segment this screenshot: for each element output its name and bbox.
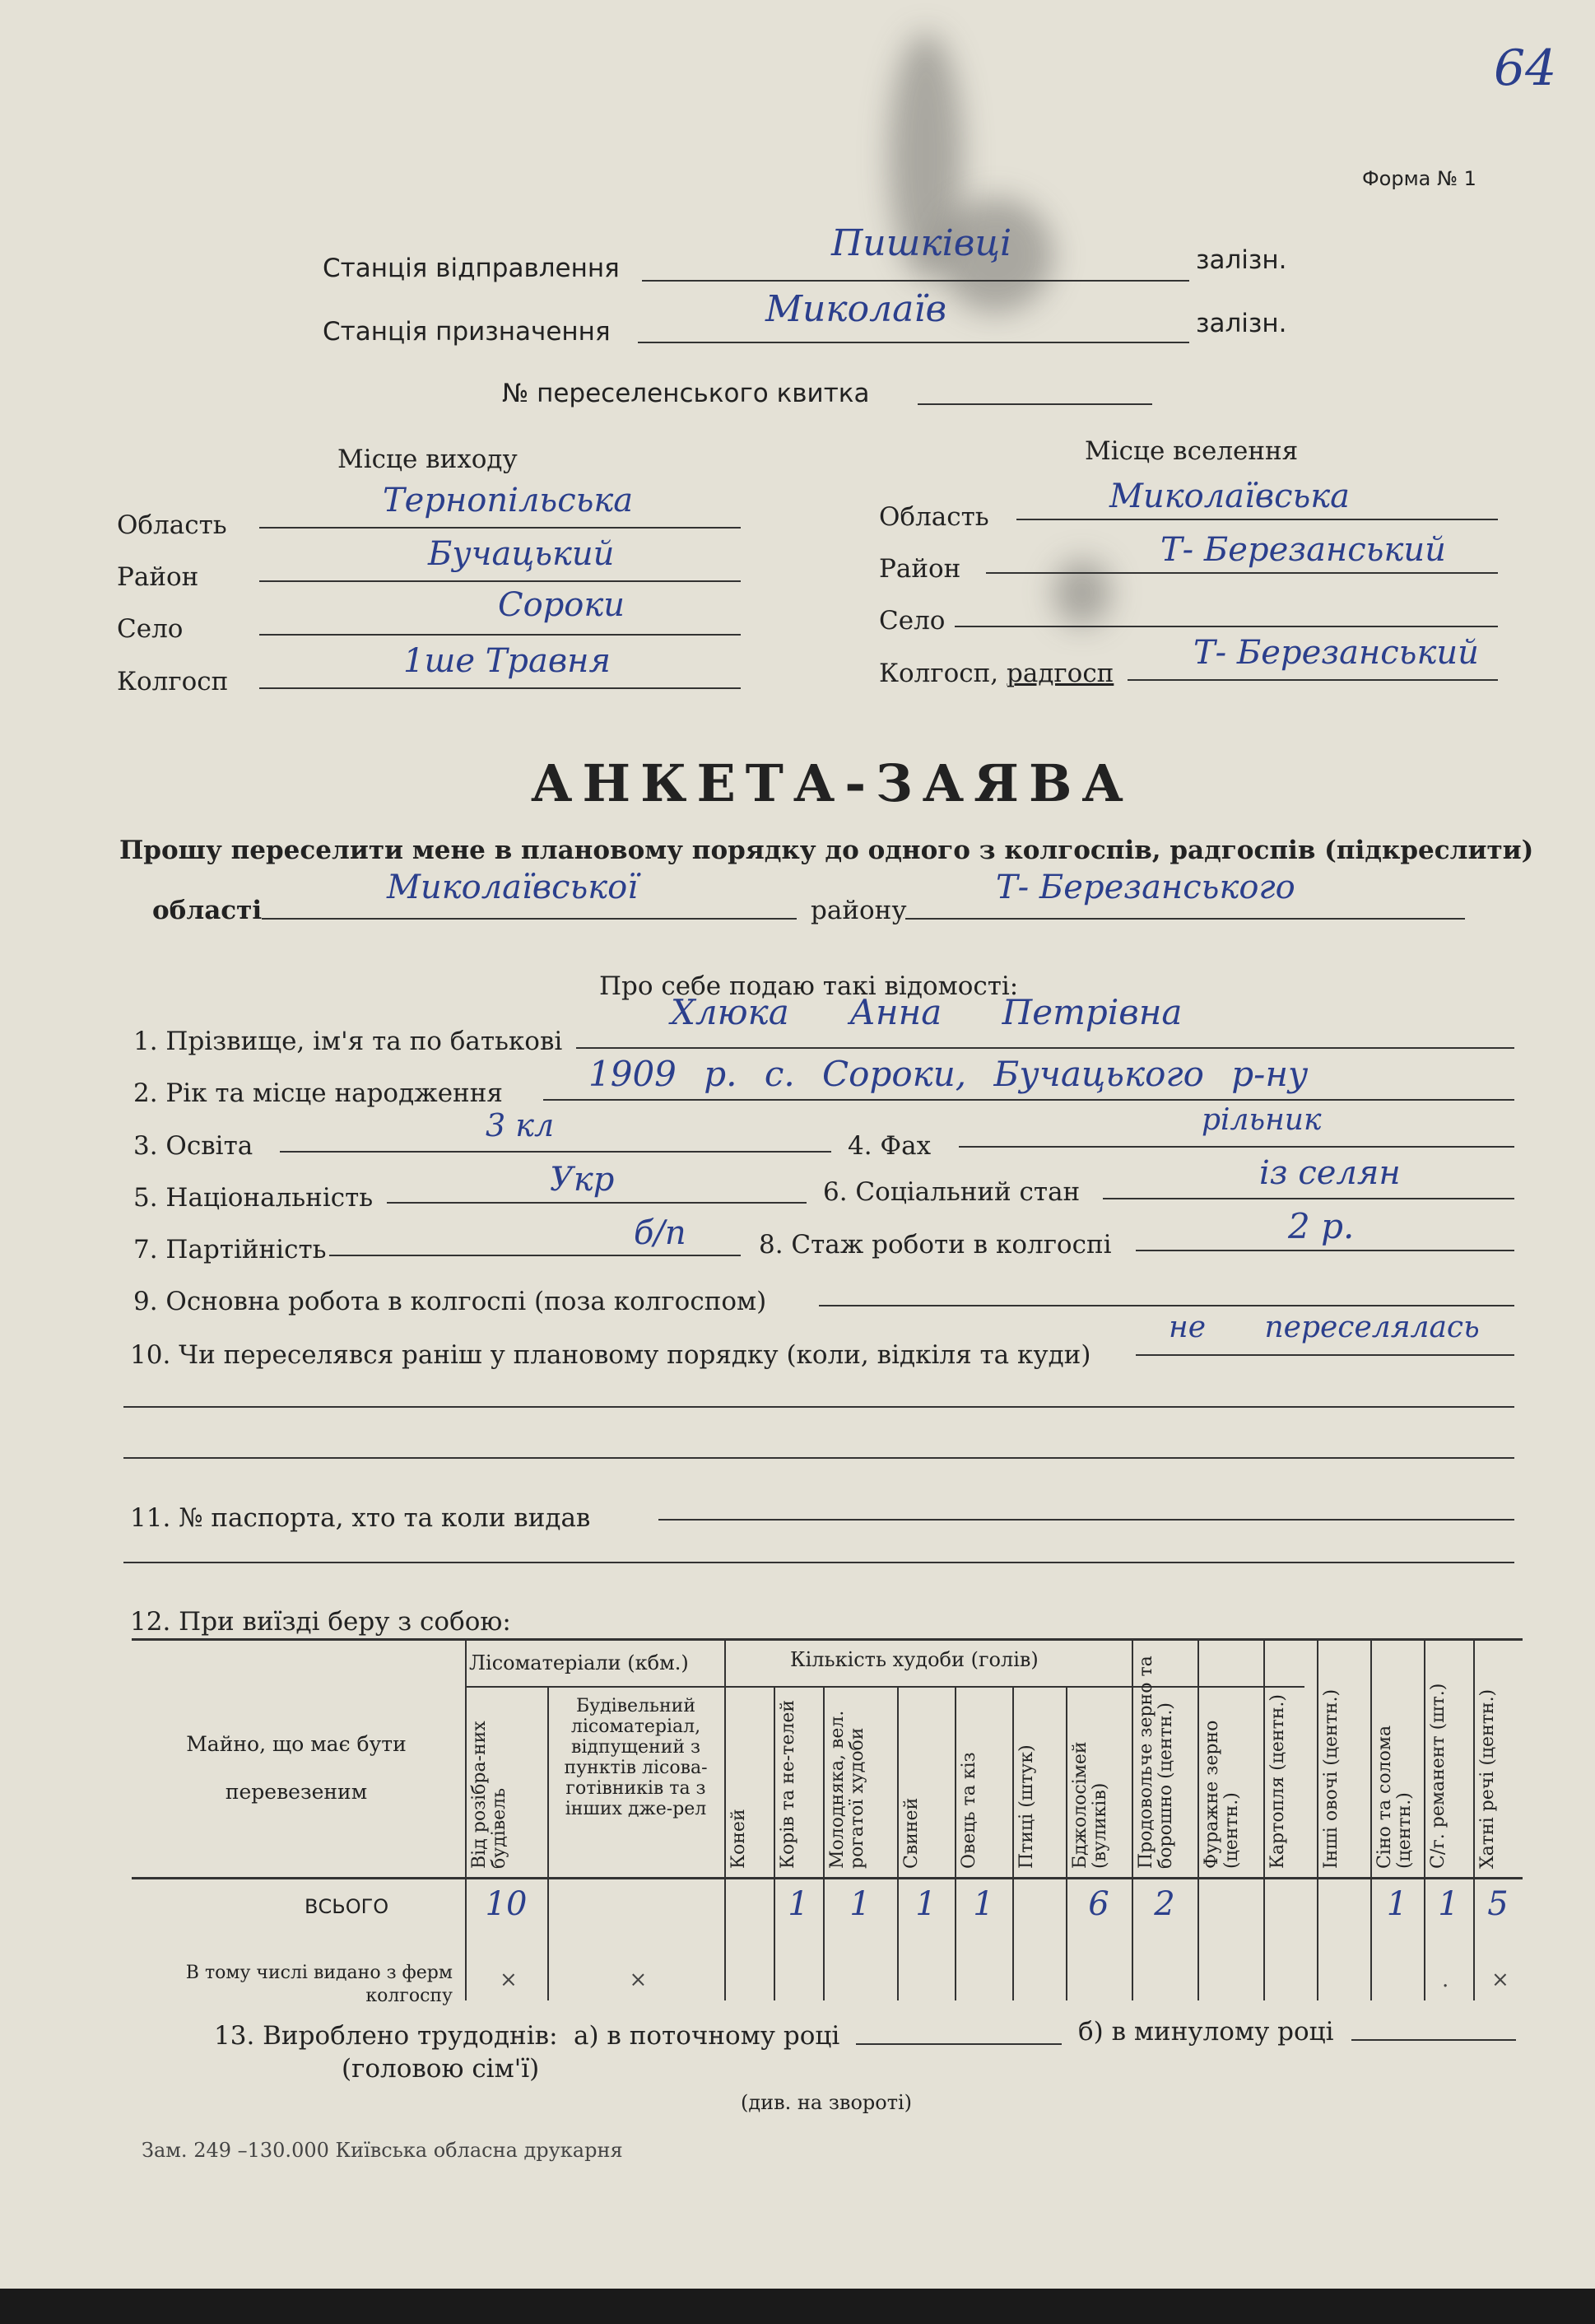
- table-column-rule: [465, 1638, 467, 2000]
- destination-title: Місце вселення: [1085, 436, 1299, 466]
- q13-a-line: [856, 2043, 1062, 2045]
- q8-answer: 2 р.: [1288, 1206, 1355, 1246]
- table-column-rule: [1424, 1638, 1425, 2000]
- request-oblast-value: Миколаївської: [387, 869, 639, 906]
- total-cell: 1: [1438, 1885, 1459, 1923]
- q13-b-line: [1351, 2039, 1516, 2041]
- q5-label: 5. Національність: [133, 1183, 374, 1213]
- dest-oblast-label: Область: [879, 502, 989, 532]
- request-oblast-line: [262, 918, 797, 920]
- page-number: 64: [1494, 40, 1557, 97]
- table-column-rule: [774, 1688, 775, 2000]
- dest-oblast-value: Миколаївська: [1109, 477, 1350, 515]
- form-title: АНКЕТА-ЗАЯВА: [531, 753, 1133, 813]
- turn-over-note: (див. на звороті): [741, 2091, 913, 2114]
- table-column-rule: [823, 1688, 825, 2000]
- total-cell: 1: [915, 1885, 937, 1923]
- origin-raion-line: [259, 580, 741, 582]
- total-cell: 2: [1154, 1885, 1175, 1923]
- table-column-header: Будівельний лісоматеріал, відпущений з пунктів лісова-готівників та з інших дже-рел: [564, 1696, 708, 1819]
- table-column-header: Хатні речі (центн.): [1477, 1688, 1498, 1869]
- table-column-header: Птиці (штук): [1016, 1744, 1037, 1869]
- belongings-table: [132, 1638, 1523, 2006]
- q13-b-label: б) в минулому році: [1078, 2017, 1334, 2047]
- q3-answer: 3 кл: [486, 1107, 555, 1143]
- group-lumber: Лісоматеріали (кбм.): [469, 1651, 689, 1674]
- total-cell: 1: [788, 1885, 809, 1923]
- total-cell: 5: [1487, 1885, 1509, 1923]
- table-top-border: [132, 1638, 1523, 1641]
- table-column-rule: [1066, 1688, 1067, 2000]
- destination-line: [638, 342, 1189, 343]
- table-column-header: Картопля (центн.): [1267, 1694, 1288, 1869]
- origin-oblast-line: [259, 527, 741, 529]
- q5-line: [387, 1202, 807, 1204]
- origin-selo-value: Сороки: [498, 586, 625, 624]
- q3-line: [280, 1151, 831, 1153]
- q10-line-2: [123, 1406, 1514, 1408]
- request-raion-label: району: [811, 896, 907, 925]
- table-column-header: Овець та кіз: [959, 1752, 979, 1869]
- table-column-header: С/г. реманент (шт.): [1428, 1683, 1449, 1869]
- table-column-header: Фуражне зерно (центн.): [1202, 1720, 1242, 1869]
- table-column-rule: [1370, 1638, 1372, 2000]
- departure-label: Станція відправлення: [323, 254, 620, 283]
- total-cell: 1: [1386, 1885, 1408, 1923]
- departure-line: [642, 280, 1189, 282]
- table-column-rule: [1317, 1638, 1318, 2000]
- origin-raion-value: Бучацький: [428, 535, 615, 573]
- dest-raion-label: Район: [879, 554, 961, 584]
- table-column-rule: [1263, 1638, 1265, 2000]
- q8-label: 8. Стаж роботи в колгоспі: [759, 1230, 1112, 1260]
- q4-label: 4. Фах: [848, 1131, 932, 1161]
- q7-line: [329, 1255, 741, 1256]
- q8-line: [1136, 1250, 1514, 1251]
- q11-line: [658, 1519, 1514, 1521]
- q10-line-3: [123, 1457, 1514, 1459]
- q11-line-2: [123, 1562, 1514, 1563]
- printer-note: Зам. 249 –130.000 Київська обласна друкарня: [142, 2139, 623, 2162]
- dest-selo-line: [955, 626, 1498, 627]
- farm-cell: .: [1442, 1968, 1449, 1992]
- table-column-rule: [724, 1638, 726, 2000]
- origin-selo-line: [259, 634, 741, 636]
- origin-kolhosp-value: 1ше Травня: [403, 642, 611, 680]
- q6-answer: із селян: [1259, 1154, 1401, 1192]
- dest-kolhosp-value: Т- Березанський: [1193, 634, 1479, 672]
- q9-label: 9. Основна робота в колгоспі (поза колгоспом): [133, 1287, 767, 1316]
- q2-answer: 1909 р. с. Сороки, Бучацького р-ну: [588, 1054, 1309, 1094]
- origin-raion-label: Район: [117, 562, 199, 592]
- request-raion-value: Т- Березанського: [996, 869, 1295, 906]
- table-column-header: Продовольче зерно та борошно (центн.): [1136, 1656, 1176, 1869]
- table-column-header: Інші овочі (центн.): [1321, 1688, 1342, 1869]
- scan-edge: [0, 2289, 1595, 2324]
- total-cell: 10: [485, 1885, 528, 1923]
- table-column-rule: [897, 1688, 899, 2000]
- dest-kolhosp-line: [1128, 679, 1498, 681]
- origin-oblast-value: Тернопільська: [383, 482, 634, 519]
- ink-stain: [1053, 560, 1111, 626]
- q12-label: 12. При виїзді беру з собою:: [130, 1607, 511, 1637]
- table-column-header: Молодняка, вел. рогатої худоби: [827, 1710, 867, 1869]
- q5-answer: Укр: [550, 1161, 615, 1199]
- q7-label: 7. Партійність: [133, 1235, 327, 1264]
- q13-a-label: а) в поточному році: [574, 2021, 840, 2051]
- dest-raion-line: [986, 572, 1498, 574]
- origin-selo-label: Село: [117, 614, 184, 644]
- farm-cell: ×: [1491, 1968, 1509, 1992]
- ticket-line: [918, 403, 1152, 405]
- q10-answer: не переселялась: [1169, 1311, 1480, 1344]
- table-column-header: Сіно та солома (центн.): [1374, 1725, 1415, 1869]
- row-total-label: ВСЬОГО: [305, 1895, 389, 1918]
- origin-title: Місце виходу: [337, 445, 518, 474]
- q11-label: 11. № паспорта, хто та коли видав: [130, 1503, 591, 1533]
- table-column-header: Від розібра-них будівель: [469, 1721, 509, 1869]
- q2-label: 2. Рік та місце народження: [133, 1078, 503, 1108]
- table-column-rule: [547, 1688, 549, 2000]
- farm-cell: ×: [500, 1968, 518, 1992]
- dest-kolhosp-word: Колгосп,: [879, 659, 999, 688]
- total-cell: 1: [973, 1885, 994, 1923]
- q1-answer: Хлюка Анна Петрівна: [671, 992, 1183, 1032]
- table-column-header: Коней: [728, 1809, 749, 1869]
- q4-line: [959, 1146, 1514, 1148]
- farm-cell: ×: [629, 1968, 648, 1992]
- total-cell: 1: [849, 1885, 871, 1923]
- destination-label: Станція призначення: [323, 317, 611, 347]
- total-cell: 6: [1088, 1885, 1109, 1923]
- q10-label: 10. Чи переселявся раніш у плановому порядку (коли, відкіля та куди): [130, 1340, 1091, 1370]
- destination-value: Миколаїв: [765, 288, 947, 330]
- q4-answer: рільник: [1202, 1103, 1322, 1137]
- dest-oblast-line: [1016, 519, 1498, 520]
- q13-label: 13. Вироблено трудоднів:: [214, 2021, 558, 2051]
- table-column-rule: [1012, 1688, 1014, 2000]
- origin-kolhosp-line: [259, 687, 741, 689]
- q6-label: 6. Соціальний стан: [823, 1177, 1081, 1207]
- request-raion-line: [905, 918, 1465, 920]
- table-column-rule: [1132, 1638, 1133, 2000]
- intro-text: Про себе подаю такі відомості:: [599, 971, 1019, 1001]
- dest-radhosp-word: радгосп: [1007, 659, 1114, 688]
- row-header: Майно, що має бути перевезеним: [186, 1732, 407, 1804]
- row-farm-label: В тому числі видано з ферм колгоспу: [185, 1963, 453, 2006]
- origin-kolhosp-label: Колгосп: [117, 667, 229, 696]
- q9-line: [819, 1305, 1514, 1306]
- ticket-label: № переселенського квитка: [502, 379, 870, 408]
- table-column-header: Корів та не-телей: [778, 1699, 798, 1869]
- dest-selo-label: Село: [879, 606, 946, 636]
- departure-value: Пишківці: [831, 222, 1012, 264]
- table-column-header: Свиней: [901, 1797, 922, 1869]
- table-header-rule: [132, 1877, 1523, 1879]
- departure-rail-suffix: залізн.: [1196, 245, 1287, 275]
- q1-line: [576, 1047, 1514, 1049]
- dest-kolhosp-label: [879, 659, 1114, 688]
- table-column-rule: [1473, 1638, 1475, 2000]
- origin-oblast-label: Область: [117, 510, 227, 540]
- table-column-header: Бджолосімей (вуликів): [1070, 1741, 1110, 1869]
- table-column-rule: [1197, 1638, 1199, 2000]
- q2-line: [543, 1099, 1514, 1101]
- table-column-rule: [955, 1688, 956, 2000]
- group-cattle: Кількість худоби (голів): [790, 1648, 1039, 1671]
- q13-sub: (головою сім'ї): [342, 2054, 540, 2084]
- q10-line: [1136, 1354, 1514, 1356]
- q3-label: 3. Освіта: [133, 1131, 253, 1161]
- q7-answer: б/п: [634, 1214, 686, 1252]
- q1-label: 1. Прізвище, ім'я та по батькові: [133, 1027, 563, 1056]
- request-text: Прошу переселити мене в плановому порядку до одного з колгоспів, радгоспів (підкреслити): [119, 836, 1534, 865]
- request-oblast-label: області: [152, 896, 263, 925]
- form-number: Форма № 1: [1362, 167, 1476, 190]
- destination-rail-suffix: залізн.: [1196, 309, 1287, 338]
- q6-line: [1103, 1198, 1514, 1199]
- dest-raion-value: Т- Березанський: [1160, 531, 1446, 569]
